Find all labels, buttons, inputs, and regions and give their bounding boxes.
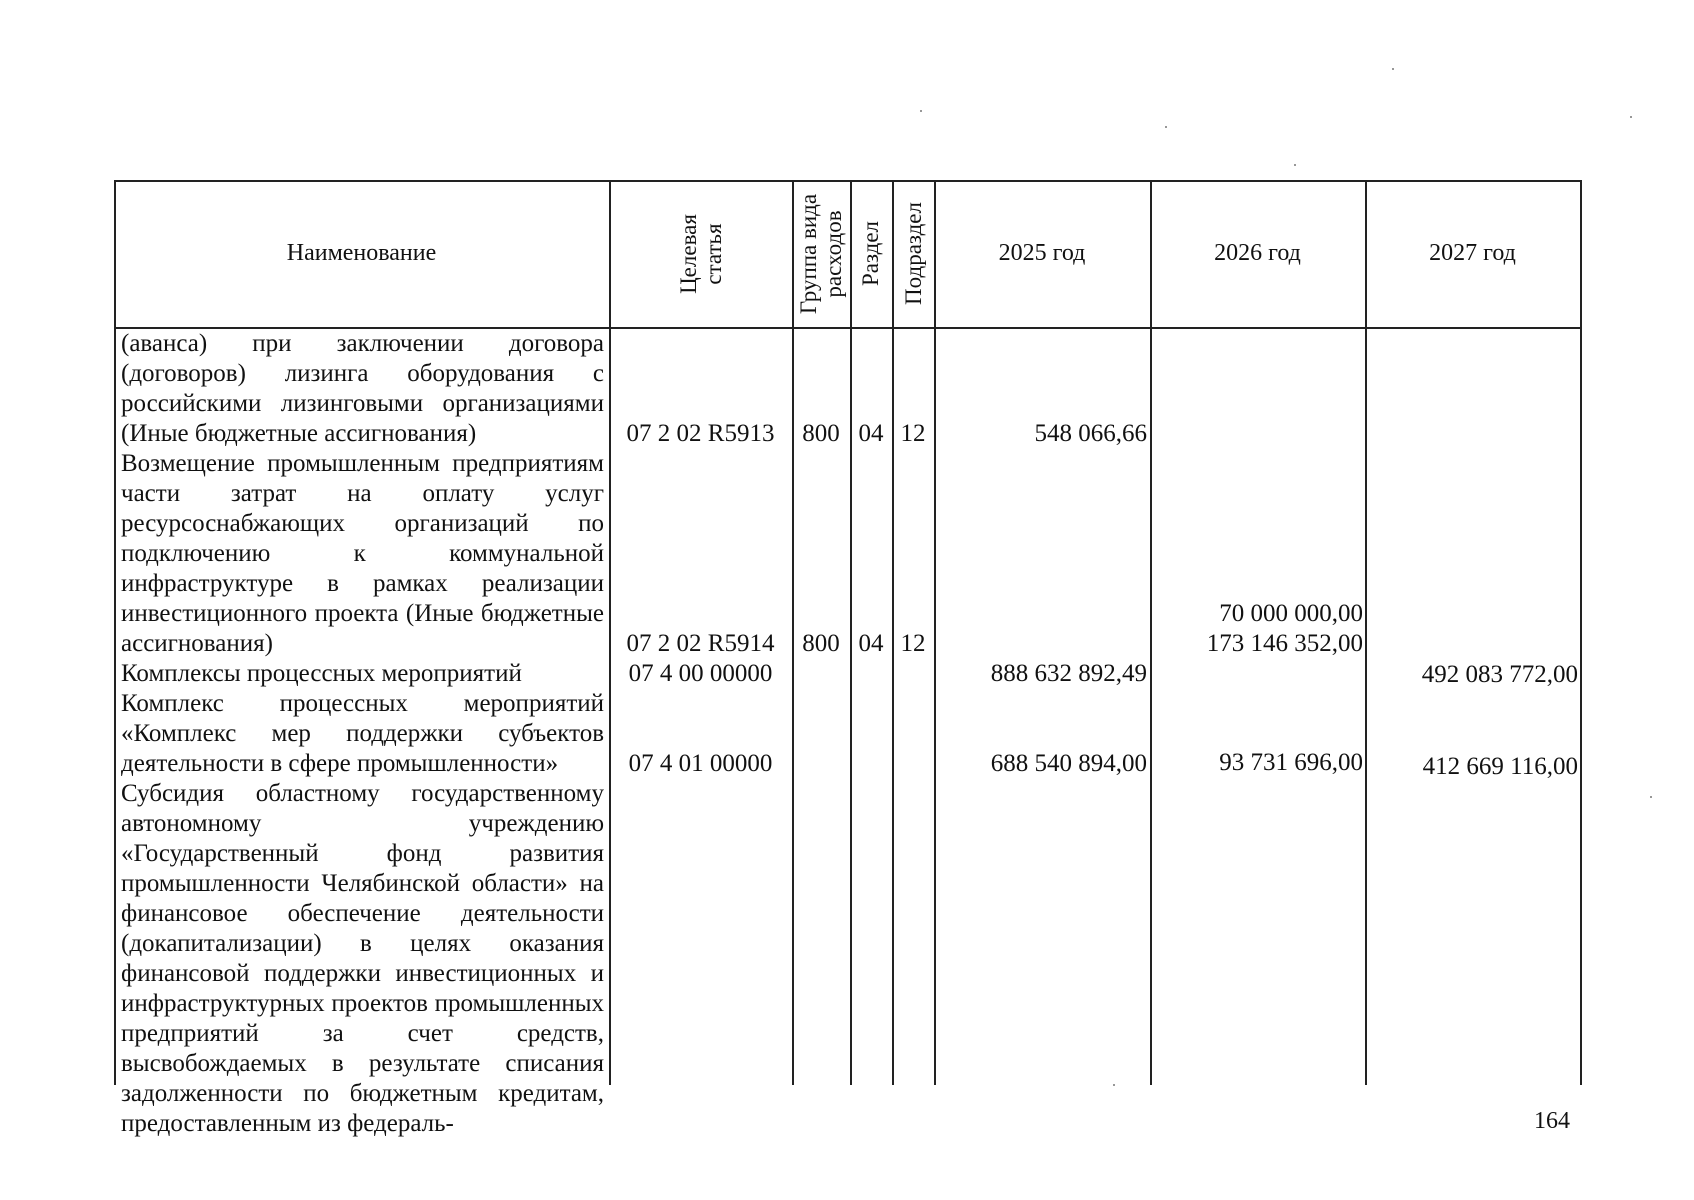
section-cell: 04 xyxy=(858,630,884,657)
header-name: Наименование xyxy=(286,240,437,266)
subsection-cell: 12 xyxy=(900,630,926,657)
amount-2025-cell: 888 632 892,49 xyxy=(990,660,1147,687)
amount-2027-cell: 412 669 116,00 xyxy=(1422,753,1578,780)
header-expense-group: Группа вида расходов xyxy=(796,193,847,314)
header-section: Раздел xyxy=(858,220,884,287)
header-year-2026: 2026 год xyxy=(1214,240,1301,266)
amount-2026-cell: 93 731 696,00 xyxy=(1219,749,1363,776)
scan-speck xyxy=(1294,164,1296,166)
amount-2026-cell: 173 146 352,00 xyxy=(1206,630,1363,657)
scan-speck xyxy=(1650,796,1652,798)
scan-speck xyxy=(1165,126,1167,128)
page-number: 164 xyxy=(1534,1108,1570,1134)
amount-2026-cell: 70 000 000,00 xyxy=(1219,600,1363,627)
header-year-2025: 2025 год xyxy=(998,240,1086,266)
section-cell: 04 xyxy=(858,420,884,447)
target-article-cell: 07 2 02 R5913 xyxy=(626,420,775,447)
table-row-name: Комплексы процессных мероприятий xyxy=(121,660,522,687)
target-article-cell: 07 2 02 R5914 xyxy=(626,630,775,657)
amount-2027-cell: 492 083 772,00 xyxy=(1421,661,1578,688)
scan-speck xyxy=(920,110,922,112)
amount-2025-cell: 548 066,66 xyxy=(1034,420,1147,447)
header-year-2027: 2027 год xyxy=(1429,240,1516,266)
header-target-article: Целевая статья xyxy=(675,213,726,294)
expense-group-cell: 800 xyxy=(802,630,840,657)
target-article-cell: 07 4 00 00000 xyxy=(628,660,773,687)
target-article-cell: 07 4 01 00000 xyxy=(628,750,773,777)
scan-speck xyxy=(1630,116,1632,118)
amount-2025-cell: 688 540 894,00 xyxy=(990,750,1147,777)
header-subsection: Подраздел xyxy=(900,202,926,305)
scan-speck xyxy=(1392,68,1394,70)
table-row-name: Возмещение промышленным предприятиям части затрат на оплату услуг ресурсоснабжающих организаций по подключению к коммунальной инфраструктуре в рамках реализации инвестиционного проекта (Иные бюджетные ассигнования) xyxy=(121,450,604,657)
table-row-name: (аванса) при заключении договора (договоров) лизинга оборудования с российскими лизинговыми организациями (Иные бюджетные ассигнования) xyxy=(121,330,604,447)
expense-group-cell: 800 xyxy=(802,420,840,447)
subsection-cell: 12 xyxy=(900,420,926,447)
column-divider xyxy=(1580,180,1582,1085)
name-column xyxy=(121,329,604,1139)
scan-speck xyxy=(1113,1084,1115,1086)
table-row-name: Субсидия областному государственному автономному учреждению «Государственный фонд развития промышленности Челябинской области» на финансовое обеспечение деятельности (докапитализации) в целях оказания финансовой поддержки инвестиционных и инфраструктурных проектов промышленных предприятий за счет средств, высвобождаемых в результате списания задолженности по бюджетным кредитам, предоставленным из федераль- xyxy=(121,780,604,1137)
table-row-name: Комплекс процессных мероприятий «Комплекс мер поддержки субъектов деятельности в сфере промышленности» xyxy=(121,690,604,777)
